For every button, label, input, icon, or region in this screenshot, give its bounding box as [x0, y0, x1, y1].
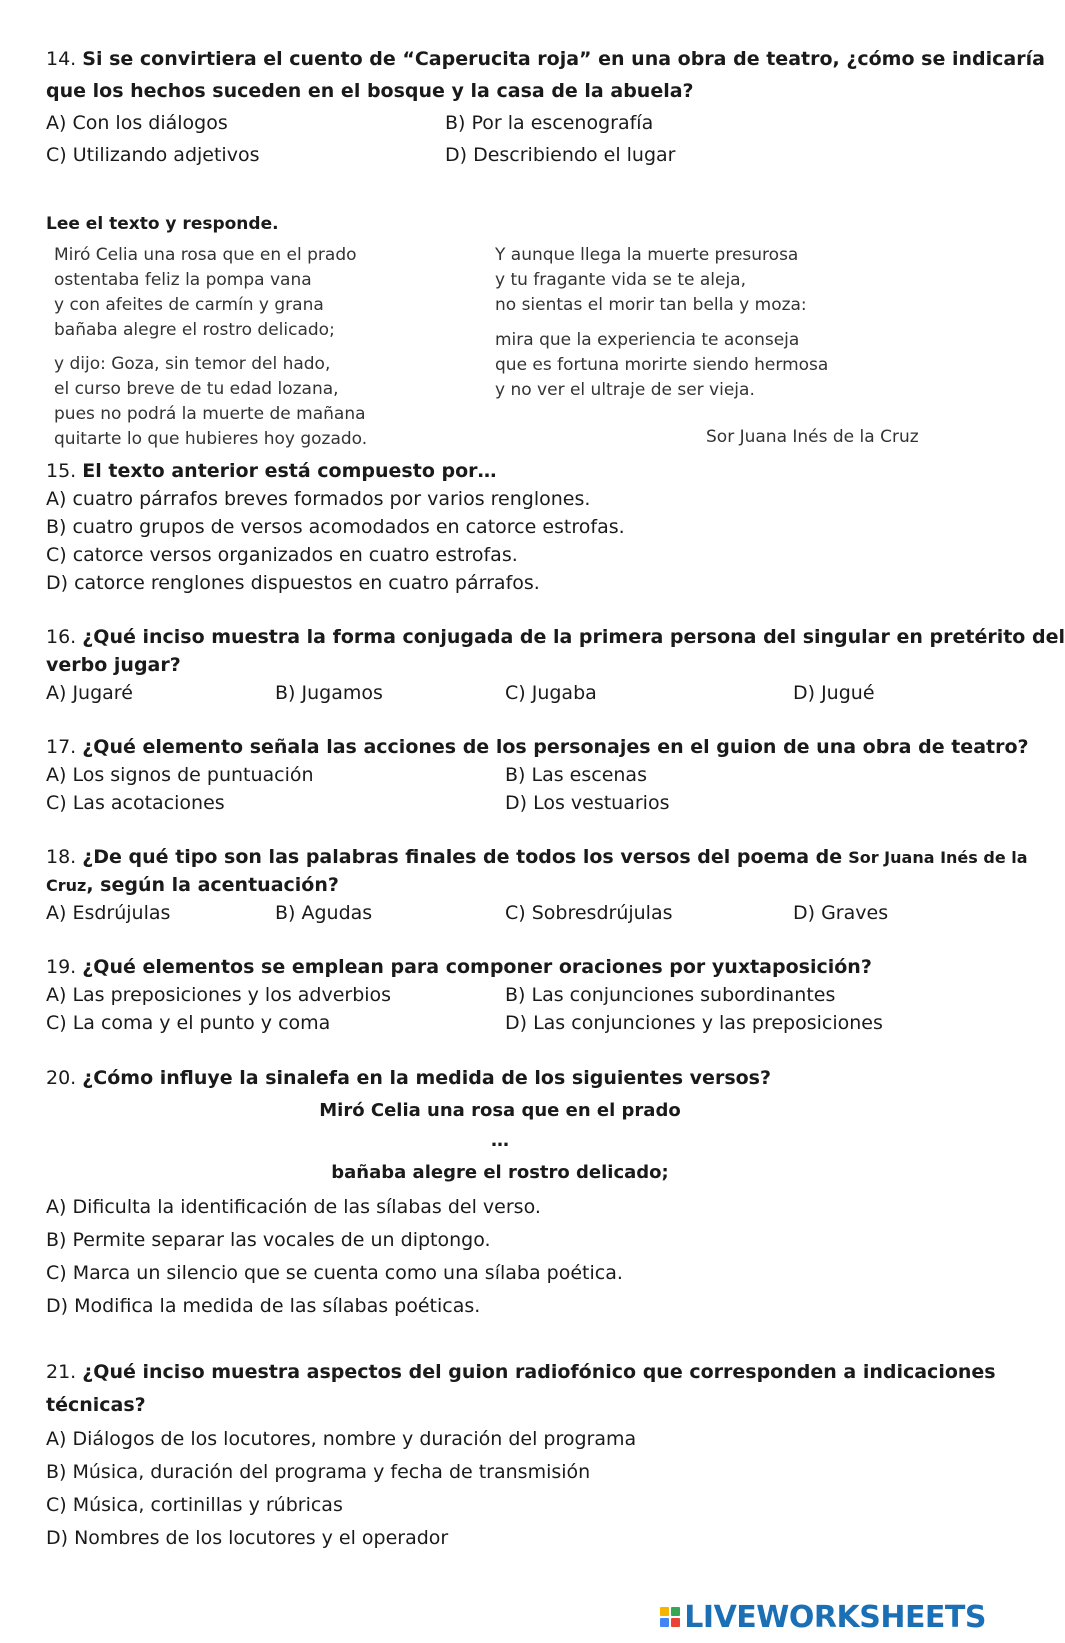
q18-text-line1b: Sor Juana Inés de la	[848, 848, 1028, 867]
q16-option-c[interactable]: C) Jugaba	[505, 682, 597, 704]
q18-text-line2a: Cruz	[46, 876, 87, 895]
q16-text-line2: verbo jugar?	[46, 654, 181, 676]
q14-option-d[interactable]: D) Describiendo el lugar	[445, 144, 676, 166]
q20-verse2: bañaba alegre el rostro delicado;	[331, 1162, 669, 1183]
poem-line: y dijo: Goza, sin temor del hado,	[54, 354, 331, 374]
poem-right-stanza1	[495, 243, 807, 318]
q18-text-line1a: ¿De qué tipo son las palabras finales de todos los versos del poema de	[82, 846, 843, 868]
q15-option-b[interactable]: B) cuatro grupos de versos acomodados en catorce estrofas.	[46, 516, 625, 538]
q19-option-c[interactable]: C) La coma y el punto y coma	[46, 1012, 331, 1034]
q18-line1	[46, 846, 1028, 868]
q18-number: 18.	[46, 846, 77, 868]
q16-number: 16.	[46, 626, 77, 648]
q16-option-b[interactable]: B) Jugamos	[275, 682, 383, 704]
q16-line1	[46, 626, 1065, 648]
q20-verse1: Miró Celia una rosa que en el prado	[319, 1100, 681, 1121]
q14-text-line2: que los hechos suceden en el bosque y la casa de la abuela?	[46, 80, 694, 102]
poem-line: Y aunque llega la muerte presurosa	[495, 245, 799, 265]
q20-option-c[interactable]: C) Marca un silencio que se cuenta como una sílaba poética.	[46, 1262, 623, 1284]
q17-option-a[interactable]: A) Los signos de puntuación	[46, 764, 314, 786]
q19-option-b[interactable]: B) Las conjunciones subordinantes	[505, 984, 836, 1006]
q15-option-d[interactable]: D) catorce renglones dispuestos en cuatro párrafos.	[46, 572, 540, 594]
q14-text-line1: Si se convirtiera el cuento de “Caperucita roja” en una obra de teatro, ¿cómo se indicaría	[82, 48, 1045, 70]
q21-number: 21.	[46, 1361, 77, 1383]
poem-line: bañaba alegre el rostro delicado;	[54, 320, 335, 340]
poem-line: el curso breve de tu edad lozana,	[54, 379, 339, 399]
reading-instruction: Lee el texto y responde.	[46, 214, 279, 234]
q20-number: 20.	[46, 1067, 77, 1089]
q20-line	[46, 1067, 771, 1089]
q20-ellipsis: …	[491, 1130, 509, 1151]
poem-line: mira que la experiencia te aconseja	[495, 330, 800, 350]
q21-text-line1: ¿Qué inciso muestra aspectos del guion radiofónico que corresponden a indicaciones	[82, 1361, 996, 1383]
logo-text: LIVEWORKSHEETS	[684, 1599, 986, 1635]
q21-option-d[interactable]: D) Nombres de los locutores y el operador	[46, 1527, 449, 1549]
q14-option-c[interactable]: C) Utilizando adjetivos	[46, 144, 260, 166]
q21-text-line2: técnicas?	[46, 1394, 146, 1416]
q15-text: El texto anterior está compuesto por…	[82, 460, 497, 482]
poem-author: Sor Juana Inés de la Cruz	[706, 427, 919, 447]
q19-option-d[interactable]: D) Las conjunciones y las preposiciones	[505, 1012, 883, 1034]
poem-line: ostentaba feliz la pompa vana	[54, 270, 312, 290]
q16-option-a[interactable]: A) Jugaré	[46, 682, 133, 704]
poem-line: no sientas el morir tan bella y moza:	[495, 295, 807, 315]
q20-option-b[interactable]: B) Permite separar las vocales de un diptongo.	[46, 1229, 491, 1251]
q15-number: 15.	[46, 460, 77, 482]
poem-line: Miró Celia una rosa que en el prado	[54, 245, 357, 265]
q21-option-b[interactable]: B) Música, duración del programa y fecha de transmisión	[46, 1461, 591, 1483]
q14-option-a[interactable]: A) Con los diálogos	[46, 112, 228, 134]
poem-right-stanza2	[495, 328, 828, 403]
poem-left-stanza2	[54, 352, 367, 452]
q21-line1	[46, 1361, 996, 1383]
q18-option-c[interactable]: C) Sobresdrújulas	[505, 902, 673, 924]
liveworksheets-logo[interactable]	[660, 1599, 986, 1635]
q14-option-b[interactable]: B) Por la escenografía	[445, 112, 654, 134]
q17-option-b[interactable]: B) Las escenas	[505, 764, 647, 786]
q16-option-d[interactable]: D) Jugué	[793, 682, 875, 704]
poem-line: y tu fragante vida se te aleja,	[495, 270, 746, 290]
q14-number: 14.	[46, 48, 77, 70]
q17-option-c[interactable]: C) Las acotaciones	[46, 792, 225, 814]
q17-number: 17.	[46, 736, 77, 758]
q17-line	[46, 736, 1029, 758]
q19-option-a[interactable]: A) Las preposiciones y los adverbios	[46, 984, 392, 1006]
q17-text: ¿Qué elemento señala las acciones de los personajes en el guion de una obra de teatro?	[82, 736, 1029, 758]
poem-line: y con afeites de carmín y grana	[54, 295, 324, 315]
poem-line: pues no podrá la muerte de mañana	[54, 404, 366, 424]
q18-option-b[interactable]: B) Agudas	[275, 902, 373, 924]
q20-option-d[interactable]: D) Modifica la medida de las sílabas poéticas.	[46, 1295, 481, 1317]
poem-line: y no ver el ultraje de ser vieja.	[495, 380, 755, 400]
poem-line: que es fortuna morirte siendo hermosa	[495, 355, 829, 375]
q15-option-a[interactable]: A) cuatro párrafos breves formados por varios renglones.	[46, 488, 591, 510]
q16-text-line1: ¿Qué inciso muestra la forma conjugada de la primera persona del singular en pretérito del	[82, 626, 1065, 648]
q15-option-c[interactable]: C) catorce versos organizados en cuatro estrofas.	[46, 544, 518, 566]
logo-grid-icon	[660, 1607, 680, 1627]
q15-line	[46, 460, 497, 482]
q18-option-d[interactable]: D) Graves	[793, 902, 889, 924]
q18-line2	[46, 874, 339, 896]
poem-left-stanza1	[54, 243, 357, 343]
q17-option-d[interactable]: D) Los vestuarios	[505, 792, 670, 814]
q19-line	[46, 956, 872, 978]
q19-text: ¿Qué elementos se emplean para componer oraciones por yuxtaposición?	[82, 956, 872, 978]
q21-option-c[interactable]: C) Música, cortinillas y rúbricas	[46, 1494, 343, 1516]
q19-number: 19.	[46, 956, 77, 978]
poem-line: quitarte lo que hubieres hoy gozado.	[54, 429, 368, 449]
q14-line1	[46, 48, 1045, 70]
q18-text-line2b: , según la acentuación?	[86, 874, 339, 896]
q20-text: ¿Cómo influye la sinalefa en la medida de los siguientes versos?	[82, 1067, 772, 1089]
q21-option-a[interactable]: A) Diálogos de los locutores, nombre y duración del programa	[46, 1428, 637, 1450]
q20-option-a[interactable]: A) Dificulta la identificación de las sílabas del verso.	[46, 1196, 541, 1218]
q18-option-a[interactable]: A) Esdrújulas	[46, 902, 171, 924]
